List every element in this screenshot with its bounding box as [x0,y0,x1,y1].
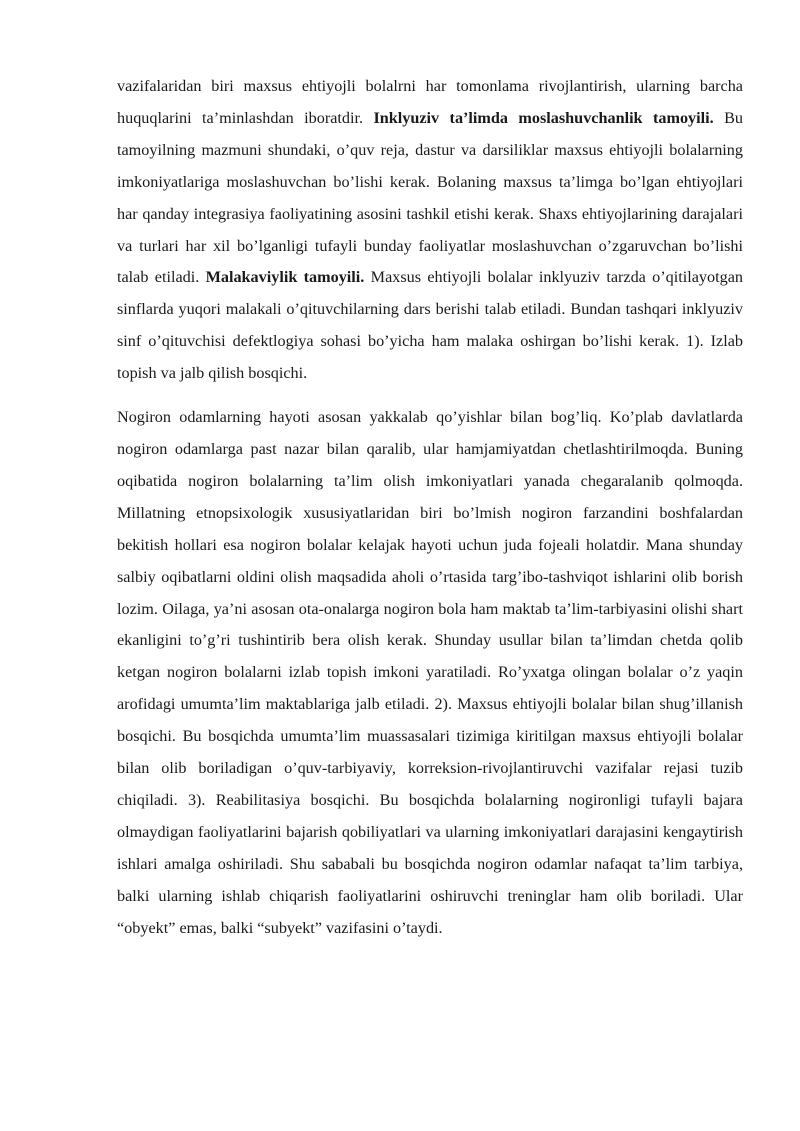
paragraph-1-text-2: Bu tamoyilning mazmuni shundaki, o’quv reja, dastur va darsiliklar maxsus ehtiyojli bolalarning imkoniyatlariga moslashuvchan bo’lishi kerak. Bolaning maxsus ta’limga bo’lgan ehtiyojlari har qanday integrasiya faoliyatining asosini tashkil etishi kerak. Shaxs ehtiyojlarining darajalari va turlari har xil bo’lganligi tufayli bunday faoliyatlar moslashuvchan o’zgaruvchan bo’lishi talab etiladi. [117,108,743,287]
principle-qualification-heading: Malakaviylik tamoyili. [205,268,365,287]
paragraph-1 [117,71,743,390]
paragraph-1-text-3: Maxsus ehtiyojli bolalar inklyuziv tarzda o’qitilayotgan sinflarda yuqori malakali o’qituvchilarning dars berishi talab etiladi. Bundan tashqari inklyuziv sinf o’qituvchisi defektlogiya sohasi bo’yicha ham malaka oshirgan bo’lishi kerak. 1). Izlab topish va jalb qilish bosqichi. [117,268,743,383]
paragraph-1-text-1: vazifalaridan biri maxsus ehtiyojli bolalrni har tomonlama rivojlantirish, ularning barcha huquqlarini ta’minlashdan iboratdir. [117,77,743,127]
document-page [117,71,743,944]
paragraph-2: Nogiron odamlarning hayoti asosan yakkalab qo’yishlar bilan bog’liq. Ko’plab davlatlarda nogiron odamlarga past nazar bilan qaralib, ular hamjamiyatdan chetlashtirilmoqda. Buning oqibatida nogiron bolalarning ta’lim olish imkoniyatlari yanada chegaralanib qolmoqda. Millatning etnopsixologik xususiyatlaridan biri bo’lmish nogiron farzandini boshfalardan bekitish hollari esa nogiron bolalar kelajak hayoti uchun juda fojeali holatdir. Mana shunday salbiy oqibatlarni oldini olish maqsadida aholi o’rtasida targ’ibo-tashviqot ishlarini olib borish lozim. Oilaga, ya’ni asosan ota-onalarga nogiron bola ham maktab ta’lim-tarbiyasini olishi shart ekanligini to’g’ri tushintirib bera olish kerak. Shunday usullar bilan ta’limdan chetda qolib ketgan nogiron bolalarni izlab topish imkoni yaratiladi. Ro’yxatga olingan bolalar o’z yaqin arofidagi umumta’lim maktablariga jalb etiladi. 2). Maxsus ehtiyojli bolalar bilan shug’illanish bosqichi. Bu bosqichda umumta’lim muassasalari tizimiga kiritilgan maxsus ehtiyojli bolalar bilan olib boriladigan o’quv-tarbiyaviy, korreksion-rivojlantiruvchi vazifalar rejasi tuzib chiqiladi. 3). Reabilitasiya bosqichi. Bu bosqichda bolalarning nogironligi tufayli bajara olmaydigan faoliyatlarini bajarish qobiliyatlari va ularning imkoniyatlari darajasini kengaytirish ishlari amalga oshiriladi. Shu sababali bu bosqichda nogiron odamlar nafaqat ta’lim tarbiya, balki ularning ishlab chiqarish faoliyatlarini oshiruvchi treninglar ham olib boriladi. Ular “obyekt” emas, balki “subyekt” vazifasini o’taydi. [117,408,743,937]
principle-flexibility-heading: Inklyuziv ta’limda moslashuvchanlik tamoyili. [373,108,714,127]
